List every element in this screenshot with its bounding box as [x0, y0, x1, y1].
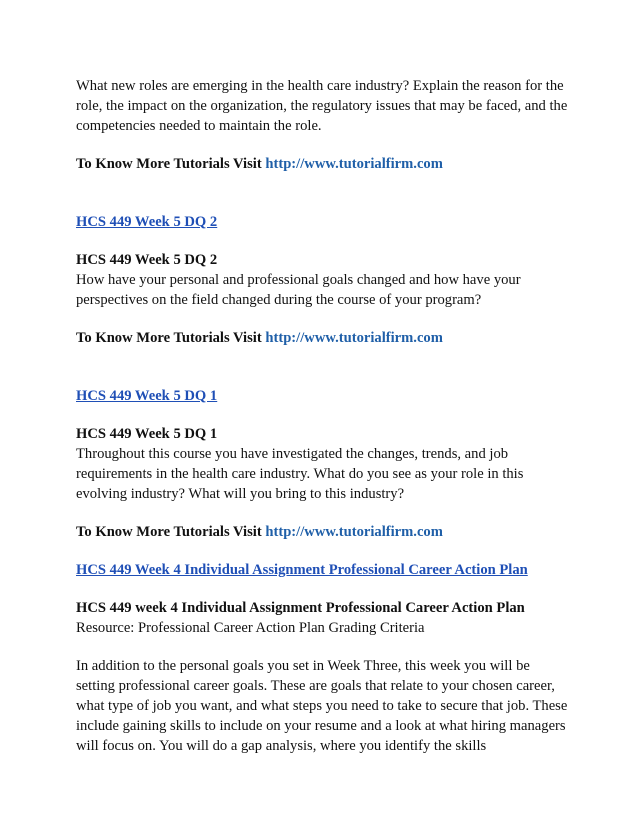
dq1-title: HCS 449 Week 5 DQ 1 [76, 426, 218, 442]
dq2-body: How have your personal and professional goals changed and how have your perspectives on the field changed during the course of your program? [76, 272, 521, 308]
promo-line-1 [76, 154, 568, 174]
dq2-title: HCS 449 Week 5 DQ 2 [76, 252, 218, 268]
document-content [76, 76, 568, 756]
intro-question: What new roles are emerging in the health care industry? Explain the reason for the role, the impact on the organization, the regulatory issues that may be faced, and the competencies needed to maintain the role. [76, 78, 568, 134]
assignment-heading-link[interactable]: HCS 449 Week 4 Individual Assignment Professional Career Action Plan [76, 562, 528, 578]
dq1-heading-link[interactable]: HCS 449 Week 5 DQ 1 [76, 388, 218, 404]
promo-url-link[interactable]: http://www.tutorialfirm.com [265, 156, 443, 172]
dq2-heading-link[interactable]: HCS 449 Week 5 DQ 2 [76, 214, 218, 230]
promo-prefix: To Know More Tutorials Visit [76, 156, 266, 172]
dq1-body: Throughout this course you have investigated the changes, trends, and job requirements in the health care industry. What do you see as your role in this evolving industry? What will you bring to this industry? [76, 446, 524, 502]
assignment-resource: Resource: Professional Career Action Plan Grading Criteria [76, 620, 425, 636]
promo-url-link[interactable]: http://www.tutorialfirm.com [265, 330, 443, 346]
assignment-title: HCS 449 week 4 Individual Assignment Professional Career Action Plan [76, 600, 525, 616]
promo-url-link[interactable]: http://www.tutorialfirm.com [265, 524, 443, 540]
promo-prefix: To Know More Tutorials Visit [76, 330, 266, 346]
promo-line-2 [76, 328, 568, 348]
promo-prefix: To Know More Tutorials Visit [76, 524, 266, 540]
assignment-body: In addition to the personal goals you set in Week Three, this week you will be setting professional career goals. These are goals that relate to your chosen career, what type of job you want, and what steps you need to take to secure that job. These include gaining skills to include on your resume and a look at what hiring managers will focus on. You will do a gap analysis, where you identify the skills [76, 658, 568, 754]
promo-line-3 [76, 522, 568, 542]
